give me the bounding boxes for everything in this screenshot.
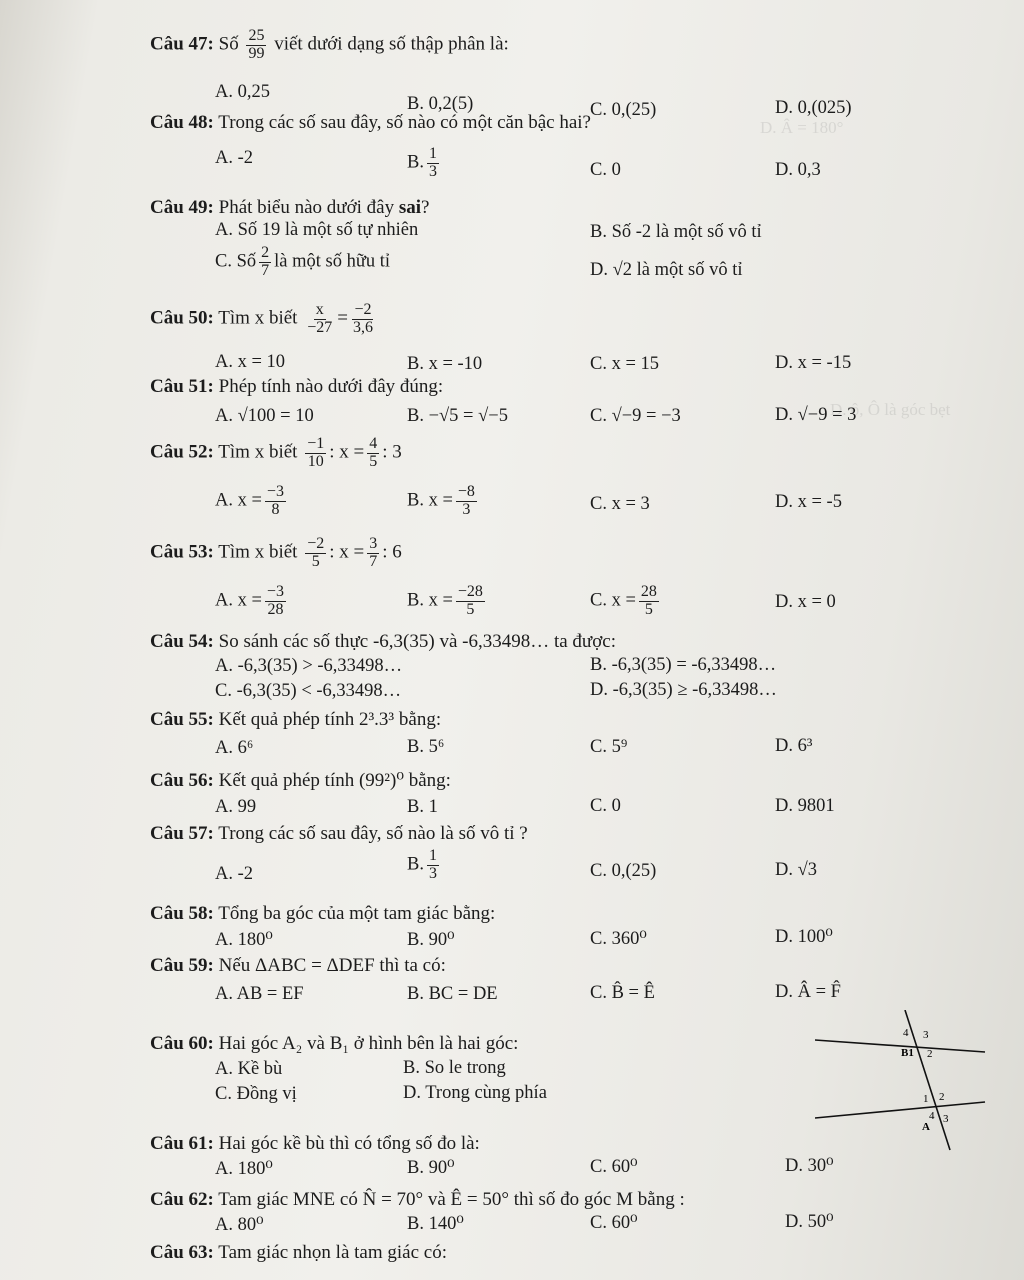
q58-option-c: C. 360⁰ <box>590 929 647 949</box>
line-top <box>815 1040 985 1052</box>
q54-option-c: C. -6,3(35) < -6,33498… <box>215 681 402 701</box>
question-61: Câu 61: Hai góc kề bù thì có tổng số đo là: <box>150 1133 480 1154</box>
q53-option-b: B. x = $\frac{-28}{5}$ <box>407 583 483 618</box>
question-49: Câu 49: Phát biểu nào dưới đây sai? <box>150 197 430 218</box>
q49-option-b: B. Số -2 là một số vô tỉ <box>590 222 762 242</box>
question-57: Câu 57: Trong các số sau đây, số nào là số vô tỉ ? <box>150 823 528 844</box>
question-53: Câu 53: Tìm x biết $\frac{-2}{5}$ : x = $\frac{3}{7}$ : 6 <box>150 535 402 570</box>
q62-option-d: D. 50⁰ <box>785 1212 834 1232</box>
line-bottom <box>815 1102 985 1118</box>
angle-label: 4 <box>903 1027 909 1039</box>
question-48: Câu 48: Trong các số sau đây, số nào có một căn bậc hai? <box>150 112 591 133</box>
q56-option-d: D. 9801 <box>775 796 835 816</box>
q60-option-a: A. Kề bù <box>215 1059 283 1079</box>
q58-option-d: D. 100⁰ <box>775 927 833 947</box>
question-63: Câu 63: Tam giác nhọn là tam giác có: <box>150 1242 447 1263</box>
q59-option-d: D. Â = F̂ <box>775 982 841 1002</box>
q55-option-c: C. 5⁹ <box>590 737 628 757</box>
point-label-a: A <box>922 1121 930 1133</box>
q47-option-b: B. 0,2(5) <box>407 94 474 114</box>
q52-option-b: B. x = $\frac{-8}{3}$ <box>407 483 475 518</box>
question-62: Câu 62: Tam giác MNE có N̂ = 70° và Ê = 50° thì số đo góc M bằng : <box>150 1189 685 1210</box>
q61-option-a: A. 180⁰ <box>215 1159 273 1179</box>
q47-option-a: A. 0,25 <box>215 82 270 102</box>
q56-option-b: B. 1 <box>407 797 438 817</box>
q54-option-b: B. -6,3(35) = -6,33498… <box>590 655 777 675</box>
q54-option-a: A. -6,3(35) > -6,33498… <box>215 656 403 676</box>
q50-option-b: B. x = -10 <box>407 354 483 374</box>
angle-label: 3 <box>943 1113 949 1125</box>
q57-option-a: A. -2 <box>215 864 254 884</box>
q57-option-c: C. 0,(25) <box>590 861 657 881</box>
q56-option-c: C. 0 <box>590 796 621 816</box>
q61-option-b: B. 90⁰ <box>407 1158 455 1178</box>
q60-option-d: D. Trong cùng phía <box>403 1083 547 1103</box>
bleed-text: D. ô, Ô là góc bẹt <box>830 400 951 419</box>
q62-option-c: C. 60⁰ <box>590 1213 638 1233</box>
q53-option-c: C. x = $\frac{28}{5}$ <box>590 583 657 618</box>
fraction: $\frac{25}{99}$ <box>248 27 265 62</box>
q56-option-a: A. 99 <box>215 797 257 817</box>
question-55: Câu 55: Kết quả phép tính 2³.3³ bằng: <box>150 709 442 730</box>
q55-option-b: B. 5⁶ <box>407 737 445 757</box>
q52-option-d: D. x = -5 <box>775 492 842 512</box>
q50-option-a: A. x = 10 <box>215 352 286 372</box>
question-54: Câu 54: So sánh các số thực -6,3(35) và -6,33498… ta được: <box>150 631 616 652</box>
question-56: Câu 56: Kết quả phép tính (99²)⁰ bằng: <box>150 770 451 791</box>
q51-option-a: A. √100 = 10 <box>215 406 314 426</box>
q61-option-d: D. 30⁰ <box>785 1156 834 1176</box>
q50-option-d: D. x = -15 <box>775 353 852 373</box>
q48-option-c: C. 0 <box>590 160 621 180</box>
question-52: Câu 52: Tìm x biết $\frac{-1}{10}$ : x = $\frac{4}{5}$ : 3 <box>150 435 402 470</box>
bleed-text: D. Â = 180° <box>760 118 844 137</box>
question-51: Câu 51: Phép tính nào dưới đây đúng: <box>150 376 444 397</box>
q51-option-c: C. √−9 = −3 <box>590 406 681 426</box>
q57-option-d: D. √3 <box>775 860 818 880</box>
question-50: Câu 50: Tìm x biết $\frac{x}{-27}$ = $\frac{-2}{3,6}$ <box>150 301 373 336</box>
q59-option-a: A. AB = EF <box>215 984 304 1004</box>
q60-option-b: B. So le trong <box>403 1058 506 1078</box>
q49-option-c: C. Số $\frac{2}{7}$ là một số hữu tỉ <box>215 244 391 279</box>
q59-option-c: C. B̂ = Ê <box>590 983 655 1003</box>
question-47: Câu 47: Số $\frac{25}{99}$ viết dưới dạng số thập phân là: <box>150 27 509 62</box>
q50-option-c: C. x = 15 <box>590 354 660 374</box>
point-label-b1: B1 <box>901 1047 914 1059</box>
q48-option-b: B. $\frac{1}{3}$ <box>407 145 437 180</box>
question-59: Câu 59: Nếu ΔABC = ΔDEF thì ta có: <box>150 955 446 976</box>
angle-label: 3 <box>923 1029 929 1041</box>
q60-option-c: C. Đồng vị <box>215 1084 297 1104</box>
q59-option-b: B. BC = DE <box>407 984 498 1004</box>
q53-option-a: A. x = $\frac{-3}{28}$ <box>215 583 284 618</box>
q49-option-d: D. √2 là một số vô tỉ <box>590 260 743 280</box>
parallel-lines-figure <box>815 1010 990 1155</box>
q57-option-b: B. $\frac{1}{3}$ <box>407 847 437 882</box>
q54-option-d: D. -6,3(35) ≥ -6,33498… <box>590 680 777 700</box>
q47-option-c: C. 0,(25) <box>590 100 657 120</box>
angle-label: 4 <box>929 1110 935 1122</box>
q61-option-c: C. 60⁰ <box>590 1157 638 1177</box>
angle-label: 2 <box>927 1048 933 1060</box>
angle-label: 2 <box>939 1091 945 1103</box>
angle-label: 1 <box>923 1093 929 1105</box>
q55-option-a: A. 6⁶ <box>215 738 254 758</box>
q51-option-d: D. √−9 = 3 <box>775 405 857 425</box>
q52-option-c: C. x = 3 <box>590 494 650 514</box>
q62-option-a: A. 80⁰ <box>215 1215 264 1235</box>
q53-option-d: D. x = 0 <box>775 592 836 612</box>
question-60: Câu 60: Hai góc A₂ và B₁ ở hình bên là hai góc: <box>150 1033 519 1054</box>
q48-option-d: D. 0,3 <box>775 160 821 180</box>
q52-option-a: A. x = $\frac{-3}{8}$ <box>215 483 284 518</box>
q58-option-b: B. 90⁰ <box>407 930 455 950</box>
question-58: Câu 58: Tổng ba góc của một tam giác bằng: <box>150 903 496 924</box>
q58-option-a: A. 180⁰ <box>215 930 273 950</box>
q48-option-a: A. -2 <box>215 148 254 168</box>
q51-option-b: B. −√5 = √−5 <box>407 406 508 426</box>
q49-option-a: A. Số 19 là một số tự nhiên <box>215 220 419 240</box>
q62-option-b: B. 140⁰ <box>407 1214 464 1234</box>
q55-option-d: D. 6³ <box>775 736 813 756</box>
q47-option-d: D. 0,(025) <box>775 98 852 118</box>
